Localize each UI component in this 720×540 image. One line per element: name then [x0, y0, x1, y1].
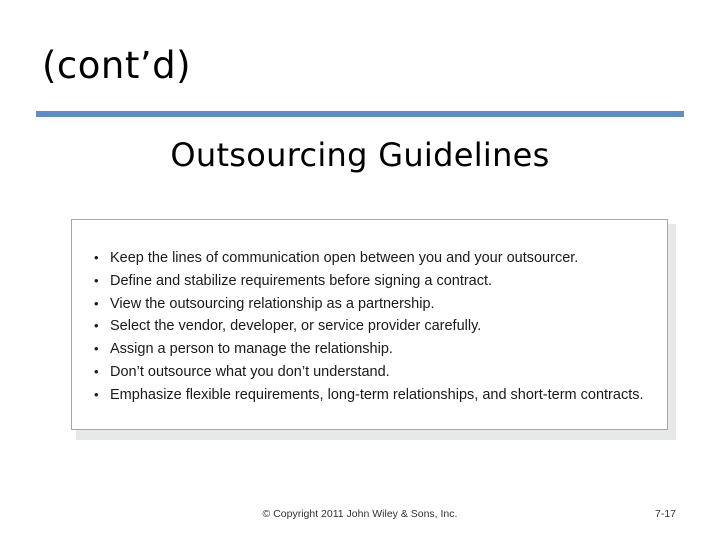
guideline-text: Emphasize flexible requirements, long-term relationships, and short-term contracts.: [110, 386, 644, 403]
guideline-text: View the outsourcing relationship as a partnership.: [110, 295, 435, 312]
guideline-text: Keep the lines of communication open between you and your outsourcer.: [110, 250, 579, 266]
slide-subtitle: Outsourcing Guidelines: [170, 136, 550, 174]
guideline-text: Don’t outsource what you don’t understand.: [110, 363, 390, 380]
bullet-icon: •: [94, 386, 99, 402]
guidelines-list: [94, 247, 644, 407]
list-item: [94, 247, 644, 270]
bullet-icon: •: [94, 295, 99, 311]
list-item: [94, 384, 644, 407]
list-item: [94, 270, 644, 293]
page-number: 7-17: [654, 508, 676, 520]
bullet-icon: •: [94, 272, 99, 288]
copyright-notice: © Copyright 2011 John Wiley & Sons, Inc.: [262, 508, 458, 520]
bullet-icon: •: [94, 250, 99, 265]
bullet-icon: •: [94, 341, 99, 357]
guideline-text: Assign a person to manage the relationship.: [110, 341, 393, 358]
list-item: [94, 315, 644, 338]
guideline-text: Define and stabilize requirements before signing a contract.: [110, 272, 493, 289]
list-item: [94, 338, 644, 361]
guidelines-figure: [71, 219, 668, 430]
title-divider: [36, 111, 684, 117]
guideline-text: Select the vendor, developer, or service provider carefully.: [110, 318, 482, 335]
slide-title: (cont’d): [42, 44, 192, 87]
bullet-icon: •: [94, 318, 99, 334]
list-item: [94, 293, 644, 316]
list-item: [94, 361, 644, 384]
bullet-icon: •: [94, 363, 99, 379]
